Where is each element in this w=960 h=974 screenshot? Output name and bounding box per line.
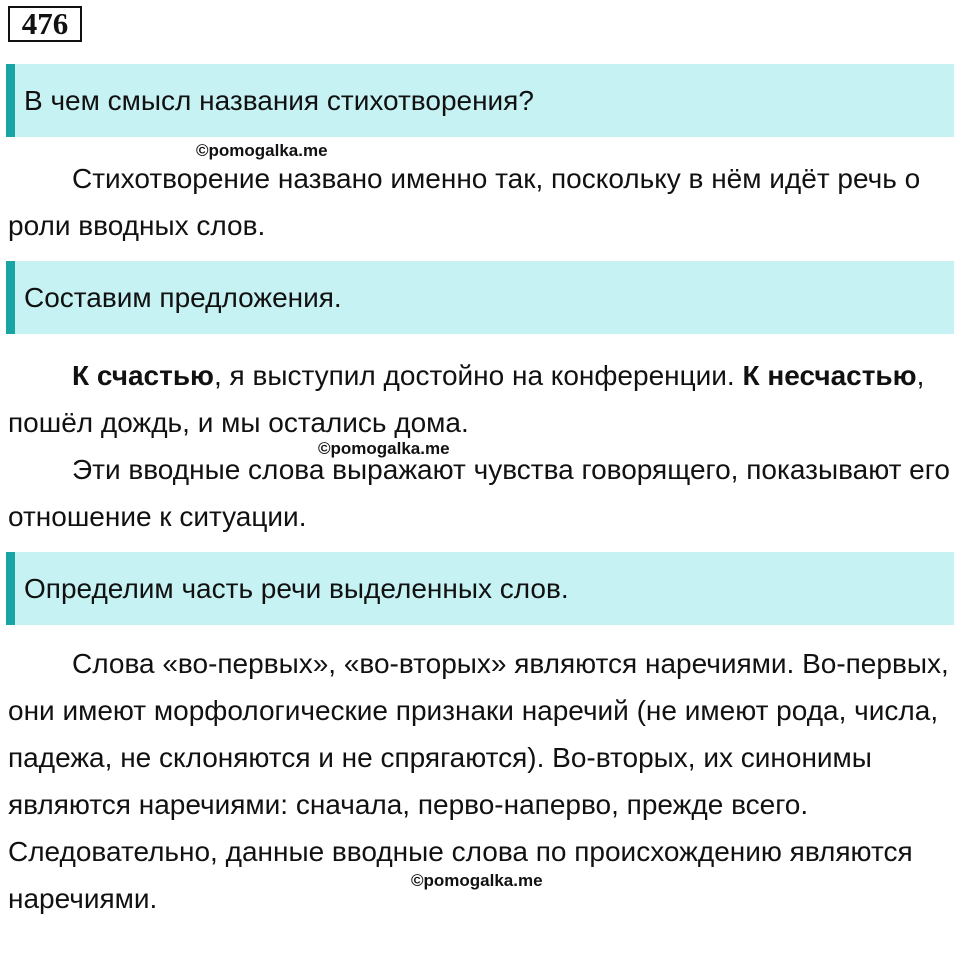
watermark: ©pomogalka.me	[196, 141, 328, 160]
heading-text: Составим предложения.	[24, 281, 342, 313]
heading-text: В чем смысл названия стихотворения?	[24, 84, 534, 116]
section-heading-meaning	[6, 64, 954, 137]
bold-word: К несчастью	[742, 360, 917, 391]
answer-paragraph: Стихотворение названо именно так, поскольку в нём идёт речь о роли вводных слов.	[8, 163, 921, 241]
watermark: ©pomogalka.me	[318, 439, 450, 458]
section-heading-sentences	[6, 261, 954, 334]
explanation-paragraph: Эти вводные слова выражают чувства говорящего, показывают его отношение к ситуации.	[8, 454, 950, 532]
answer-paragraph: Слова «во-первых», «во-вторых» являются наречиями. Во-первых, они имеют морфологические признаки наречий (не имеют рода, числа, падежа, не склоняются и не спрягаются). Во-вторых, их синонимы являются наречиями: сначала, перво-наперво, прежде всего. Следовательно, данные вводные слова по происхождению являются наречиями.	[8, 648, 949, 914]
example-sentences	[8, 352, 953, 446]
bold-word: К счастью	[72, 360, 214, 391]
watermark: ©pomogalka.me	[411, 871, 543, 890]
sentence-text: , пошёл дождь, и мы остались дома.	[8, 360, 925, 438]
sentence-text: , я выступил достойно на конференции.	[213, 360, 743, 391]
section-heading-part-of-speech	[6, 552, 954, 625]
task-number: 476	[8, 6, 82, 42]
heading-text: Определим часть речи выделенных слов.	[24, 572, 569, 604]
